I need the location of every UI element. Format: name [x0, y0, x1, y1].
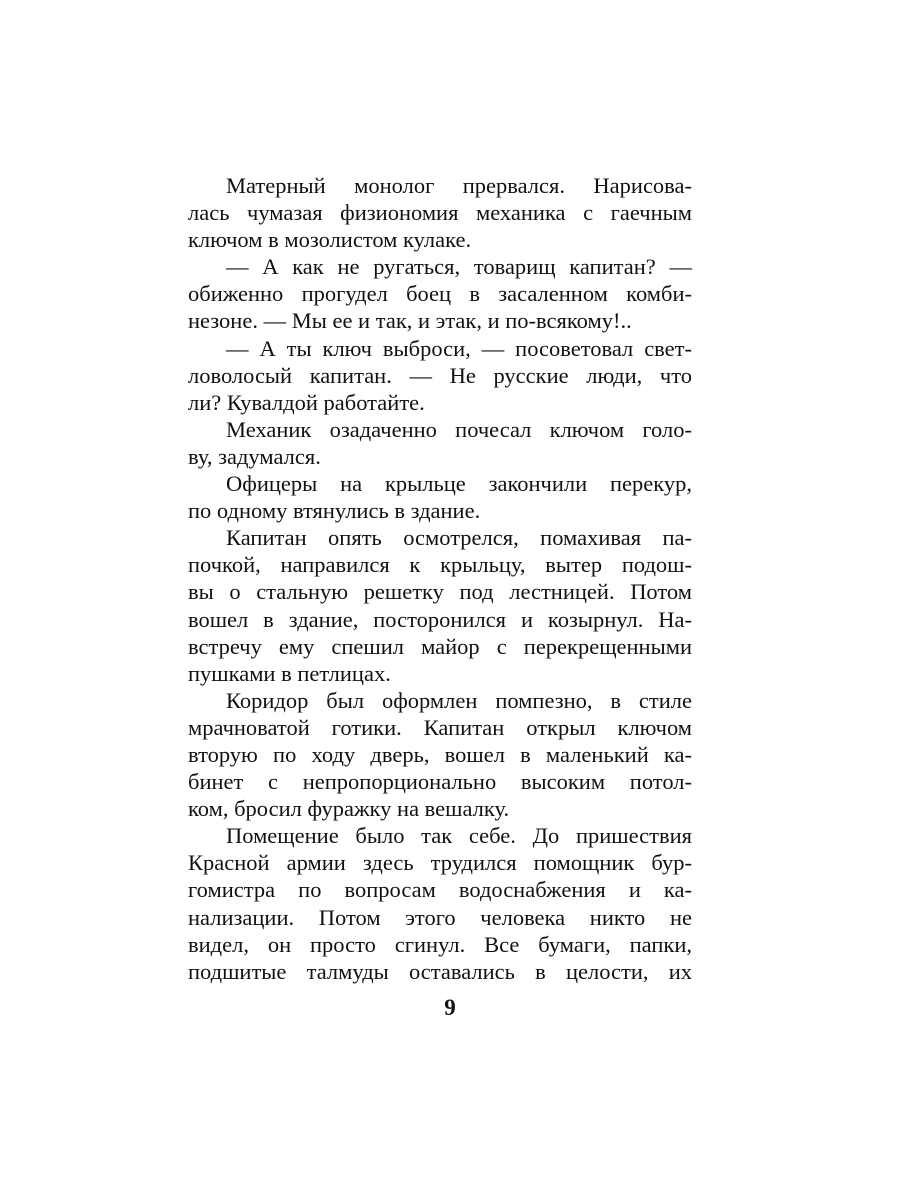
text-line: видел, он просто сгинул. Все бумаги, папки, — [188, 931, 692, 957]
paragraph-2 — [188, 253, 692, 334]
text-line: ву, задумался. — [188, 443, 321, 469]
text-line: бинет с непропорционально высоким потол- — [188, 769, 692, 795]
text-line: мрачноватой готики. Капитан открыл ключом — [188, 714, 692, 740]
text-line: нализации. Потом этого человека никто не — [188, 904, 692, 930]
text-line: ловолосый капитан. — Не русские люди, что — [188, 362, 692, 388]
text-line: вошел в здание, посторонился и козырнул. На- — [188, 606, 692, 632]
text-line: Механик озадаченно почесал ключом голо- — [226, 416, 692, 442]
paragraph-3 — [188, 335, 692, 416]
text-line: пушками в петлицах. — [188, 660, 391, 686]
text-line: почкой, направился к крыльцу, вытер подош- — [188, 552, 692, 578]
text-line: обиженно прогудел боец в засаленном комби- — [188, 281, 692, 307]
text-line: лась чумазая физиономия механика с гаечным — [188, 200, 692, 226]
text-line: ли? Кувалдой работайте. — [188, 389, 425, 415]
text-line: ключом в мозолистом кулаке. — [188, 227, 472, 253]
paragraph-8 — [188, 822, 692, 985]
text-line: Офицеры на крыльце закончили перекур, — [226, 471, 692, 497]
text-line: Помещение было так себе. До пришествия — [226, 823, 692, 849]
text-line: гомистра по вопросам водоснабжения и ка- — [188, 877, 692, 903]
text-line: вторую по ходу дверь, вошел в маленький ка- — [188, 741, 692, 767]
paragraph-6 — [188, 524, 692, 687]
text-line: незоне. — Мы ее и так, и этак, и по-всякому!.. — [188, 308, 632, 334]
text-line: вы о стальную решетку под лестницей. Потом — [188, 579, 692, 605]
page-number: 9 — [444, 995, 456, 1020]
text-line: Матерный монолог прервался. Нарисова- — [226, 173, 692, 198]
text-line: Капитан опять осмотрелся, помахивая па- — [226, 525, 692, 551]
book-page-text — [188, 172, 692, 985]
paragraph-1 — [188, 172, 692, 253]
paragraph-4 — [188, 416, 692, 470]
text-line: — А ты ключ выброси, — посоветовал свет- — [226, 335, 692, 361]
text-line: встречу ему спешил майор с перекрещенными — [188, 633, 692, 659]
text-line: Коридор был оформлен помпезно, в стиле — [226, 687, 692, 713]
text-line: Красной армии здесь трудился помощник бур- — [188, 850, 692, 876]
paragraph-5 — [188, 470, 692, 524]
text-line: подшитые талмуды оставались в целости, их — [188, 958, 692, 984]
text-line: по одному втянулись в здание. — [188, 498, 481, 524]
text-line: — А как не ругаться, товарищ капитан? — — [226, 254, 692, 280]
text-line: ком, бросил фуражку на вешалку. — [188, 796, 510, 822]
paragraph-7 — [188, 687, 692, 822]
